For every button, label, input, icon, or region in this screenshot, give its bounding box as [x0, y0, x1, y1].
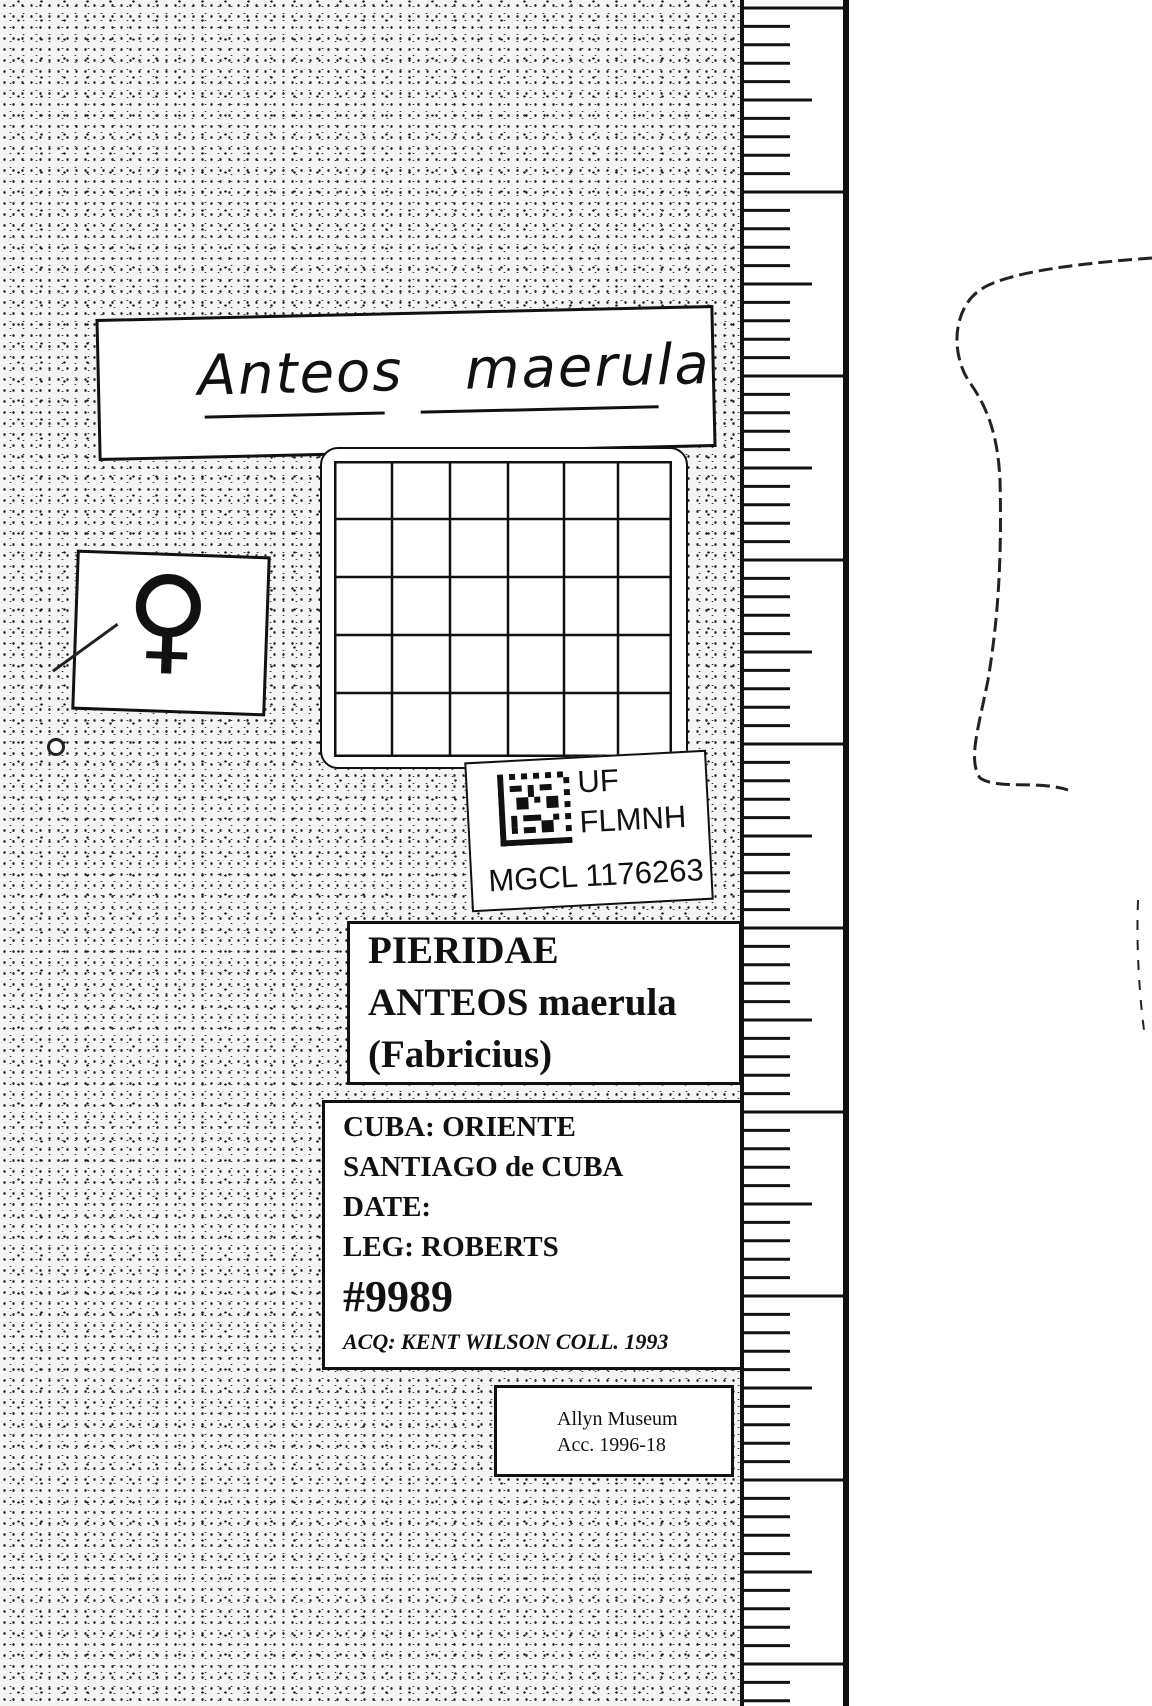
locality-country: CUBA: ORIENTE: [343, 1111, 576, 1143]
name-text: [197, 332, 711, 409]
genus-underline: [205, 411, 385, 418]
taxon-genus: ANTEOS: [368, 981, 529, 1024]
locality-date: DATE:: [343, 1191, 432, 1223]
barcode-label: [464, 750, 714, 912]
museum-accession: Acc. 1996-18: [557, 1434, 666, 1456]
pin-head: [47, 738, 65, 756]
ruler: [740, 0, 868, 1706]
museum-name: Allyn Museum: [557, 1408, 678, 1430]
locality-collector: LEG: ROBERTS: [343, 1231, 559, 1263]
locality-city: SANTIAGO de CUBA: [343, 1151, 624, 1183]
grid-card: [320, 447, 688, 769]
grid-card-icon: [334, 461, 672, 757]
taxon-family: PIERIDAE: [368, 929, 559, 972]
museum-label: [494, 1385, 734, 1477]
female-symbol-icon: ♀: [123, 550, 213, 689]
specimen-area: [868, 0, 1152, 1706]
taxon-author: (Fabricius): [368, 1033, 553, 1076]
locality-number: #9989: [343, 1272, 453, 1321]
taxon-species: maerula: [538, 981, 677, 1024]
taxon-name: [368, 980, 677, 1025]
locality-label: [322, 1100, 752, 1370]
ruler-icon: [740, 0, 868, 1706]
taxon-label: [347, 921, 742, 1085]
barcode-museum: FLMNH: [578, 798, 688, 840]
barcode-catalog-number: MGCL 1176263: [487, 852, 705, 899]
wing-outline: [868, 0, 1152, 1706]
species-underline: [421, 405, 659, 413]
name-genus: Anteos: [197, 339, 405, 409]
name-species: maerula: [464, 332, 712, 403]
name-label: [95, 305, 716, 461]
barcode-institution: UF: [576, 762, 620, 800]
locality-acquisition: ACQ: KENT WILSON COLL. 1993: [343, 1329, 669, 1354]
datamatrix-barcode-icon: [497, 771, 573, 847]
